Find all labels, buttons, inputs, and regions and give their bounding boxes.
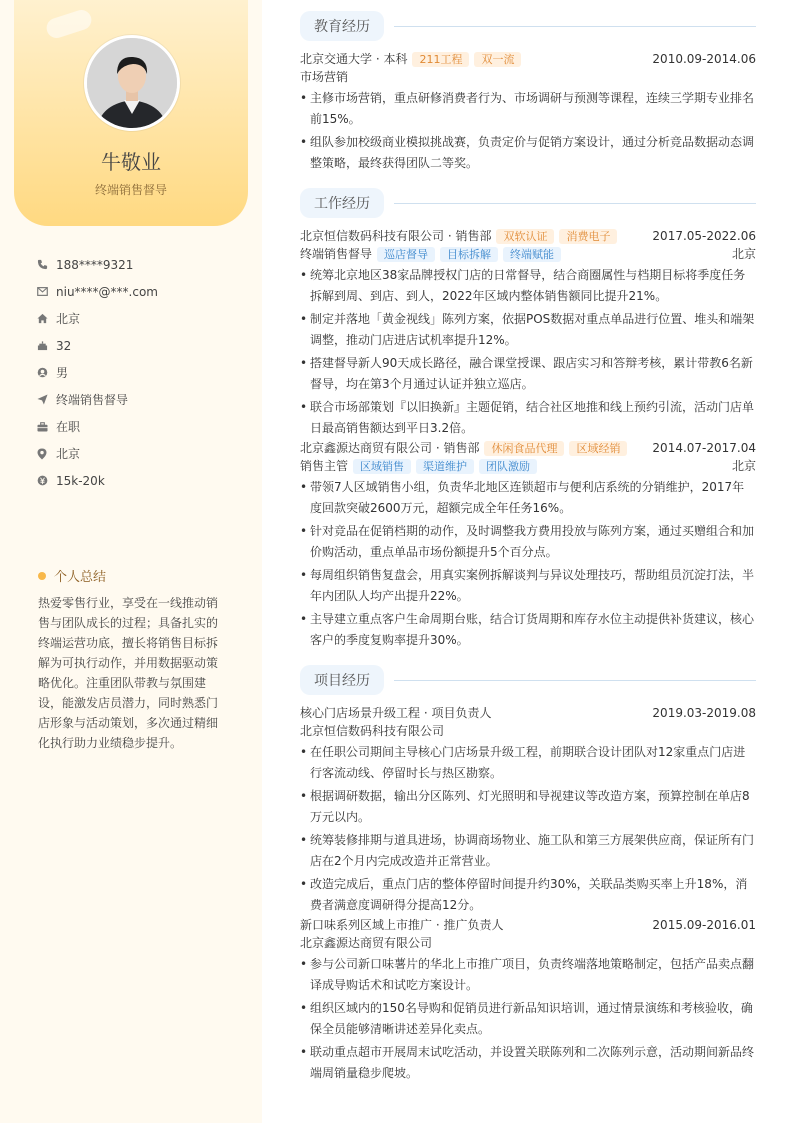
send-icon bbox=[36, 394, 48, 406]
skill-tag: 巡店督导 bbox=[377, 247, 435, 262]
project-header-row bbox=[300, 704, 756, 722]
phone-text: 188****9321 bbox=[56, 257, 134, 272]
info-row-target-job bbox=[36, 386, 246, 413]
project-header-row bbox=[300, 916, 756, 934]
salary-text: 15k-20k bbox=[56, 473, 105, 488]
position-title: 销售主管 bbox=[300, 459, 349, 473]
section-title: 工作经历 bbox=[300, 188, 384, 218]
list-item: • 搭建督导新人90天成长路径，融合课堂授课、跟店实习和答辩考核，累计带教6名新督导，均在第3个月通过认证并独立巡店。 bbox=[300, 353, 756, 394]
project-entry bbox=[300, 704, 756, 918]
skill-tag: 团队激励 bbox=[479, 459, 537, 474]
school-name: 北京交通大学 · 本科 bbox=[300, 52, 408, 66]
avatar-photo-icon bbox=[87, 38, 177, 128]
info-row-salary bbox=[36, 467, 246, 494]
briefcase-icon bbox=[36, 421, 48, 433]
age-text: 32 bbox=[56, 338, 72, 353]
bullet-list bbox=[300, 88, 756, 173]
list-item: • 主导建立重点客户生命周期台账，结合订货周期和库存水位主动提供补货建议，核心客户的季度复购率提升30%。 bbox=[300, 609, 756, 650]
contact-info-list bbox=[36, 251, 246, 494]
date-range: 2017.05-2022.06 bbox=[652, 229, 756, 243]
cake-icon bbox=[36, 340, 48, 352]
bullet-list bbox=[300, 742, 756, 915]
bullet-list bbox=[300, 477, 756, 650]
phone-icon bbox=[36, 259, 48, 271]
summary-dot-icon bbox=[38, 572, 46, 580]
decorative-shape bbox=[44, 7, 94, 40]
tag: 211工程 bbox=[412, 52, 469, 67]
section-work-header bbox=[300, 188, 756, 218]
profile-name: 牛敬业 bbox=[101, 150, 161, 174]
tag: 区域经销 bbox=[569, 441, 627, 456]
divider bbox=[394, 203, 756, 204]
list-item: • 联动重点超市开展周末试吃活动，并设置关联陈列和二次陈列示意，活动期间新品终端周销量稳步爬坡。 bbox=[300, 1042, 756, 1083]
location-pin-icon bbox=[36, 448, 48, 460]
company-row bbox=[300, 227, 756, 245]
sidebar bbox=[0, 0, 262, 1123]
work-entry bbox=[300, 227, 756, 441]
skill-tag: 渠道维护 bbox=[416, 459, 474, 474]
summary-text: 热爱零售行业，享受在一线推动销售与团队成长的过程；具备扎实的终端运营功底，擅长将销售目标拆解为可执行动作，并用数据驱动策略优化。注重团队带教与氛围建设，能激发店员潜力，同时熟悉门店形象与活动策划，多次通过精细化执行助力业绩稳步提升。 bbox=[38, 596, 219, 750]
list-item: • 组织区域内的150名导购和促销员进行新品知识培训，通过情景演练和考核验收，确保全员能够清晰讲述差异化卖点。 bbox=[300, 998, 756, 1039]
date-range: 2015.09-2016.01 bbox=[652, 918, 756, 932]
mail-icon bbox=[36, 286, 48, 298]
summary-heading bbox=[38, 566, 106, 585]
company-name: 北京鑫源达商贸有限公司 · 销售部 bbox=[300, 441, 480, 455]
work-entry bbox=[300, 439, 756, 653]
bullet-list bbox=[300, 954, 756, 1083]
city: 北京 bbox=[731, 459, 756, 473]
section-project-header bbox=[300, 665, 756, 695]
list-item: • 统筹北京地区38家品牌授权门店的日常督导，结合商圈属性与档期目标将季度任务拆解到周、到店、到人，2022年区域内整体销售额同比提升21%。 bbox=[300, 265, 756, 306]
project-name: 新口味系列区域上市推广 · 推广负责人 bbox=[300, 918, 504, 932]
hometown-text: 北京 bbox=[56, 312, 81, 326]
date-range: 2014.07-2017.04 bbox=[652, 441, 756, 455]
target-job-text: 终端销售督导 bbox=[56, 393, 129, 407]
skill-tag: 目标拆解 bbox=[440, 247, 498, 262]
date-range: 2010.09-2014.06 bbox=[652, 52, 756, 66]
avatar bbox=[84, 35, 180, 131]
list-item: • 在任职公司期间主导核心门店场景升级工程，前期联合设计团队对12家重点门店进行客流动线、停留时长与热区勘察。 bbox=[300, 742, 756, 783]
list-item: • 组队参加校级商业模拟挑战赛，负责定价与促销方案设计，通过分析竞品数据动态调整策略，最终获得团队二等奖。 bbox=[300, 132, 756, 173]
profile-title: 终端销售督导 bbox=[94, 183, 167, 197]
section-title: 项目经历 bbox=[300, 665, 384, 695]
company-name: 北京恒信数码科技有限公司 · 销售部 bbox=[300, 229, 492, 243]
gender-text: 男 bbox=[56, 366, 69, 380]
company-row bbox=[300, 439, 756, 457]
list-item: • 参与公司新口味薯片的华北上市推广项目，负责终端落地策略制定，包括产品卖点翻译成导购话术和试吃方案设计。 bbox=[300, 954, 756, 995]
project-company: 北京鑫源达商贸有限公司 bbox=[300, 936, 433, 950]
city: 北京 bbox=[731, 247, 756, 261]
date-range: 2019.03-2019.08 bbox=[652, 706, 756, 720]
email-text: niu****@***.com bbox=[56, 284, 158, 299]
project-company: 北京恒信数码科技有限公司 bbox=[300, 724, 445, 738]
section-education-header bbox=[300, 11, 756, 41]
skill-tag: 区域销售 bbox=[353, 459, 411, 474]
tag: 消费电子 bbox=[559, 229, 617, 244]
major-row bbox=[300, 68, 756, 86]
info-row-location bbox=[36, 440, 246, 467]
tag: 休闲食品代理 bbox=[484, 441, 564, 456]
position-row bbox=[300, 245, 756, 263]
project-name: 核心门店场景升级工程 · 项目负责人 bbox=[300, 706, 492, 720]
position-row bbox=[300, 457, 756, 475]
tag: 双一流 bbox=[474, 52, 521, 67]
list-item: • 每周组织销售复盘会，用真实案例拆解谈判与异议处理技巧，帮助组员沉淀打法，半年内团队人均产出提升22%。 bbox=[300, 565, 756, 606]
salary-icon bbox=[36, 475, 48, 487]
education-header-row bbox=[300, 50, 756, 68]
project-company-row bbox=[300, 722, 756, 740]
list-item: • 制定并落地「黄金视线」陈列方案，依据POS数据对重点单品进行位置、堆头和端架调整，推动门店进店试机率提升12%。 bbox=[300, 309, 756, 350]
divider bbox=[394, 26, 756, 27]
info-row-hometown bbox=[36, 305, 246, 332]
list-item: • 统筹装修排期与道具进场，协调商场物业、施工队和第三方展架供应商，保证所有门店在2个月内完成改造并正常营业。 bbox=[300, 830, 756, 871]
info-row-gender bbox=[36, 359, 246, 386]
summary-title: 个人总结 bbox=[54, 570, 107, 585]
project-entry bbox=[300, 916, 756, 1086]
list-item: • 主修市场营销，重点研修消费者行为、市场调研与预测等课程，连续三学期专业排名前15%。 bbox=[300, 88, 756, 129]
list-item: • 带领7人区域销售小组，负责华北地区连锁超市与便利店系统的分销维护，2017年度回款突破2600万元，超额完成全年任务16%。 bbox=[300, 477, 756, 518]
list-item: • 针对竞品在促销档期的动作，及时调整我方费用投放与陈列方案，通过买赠组合和加价购活动，重点单品市场份额提升5个百分点。 bbox=[300, 521, 756, 562]
info-row-status bbox=[36, 413, 246, 440]
list-item: • 改造完成后，重点门店的整体停留时间提升约30%，关联品类购买率上升18%，消费者满意度调研得分提高12分。 bbox=[300, 874, 756, 915]
location-text: 北京 bbox=[56, 447, 81, 461]
tag: 双软认证 bbox=[496, 229, 554, 244]
list-item: • 联合市场部策划『以旧换新』主题促销，结合社区地推和线上预约引流，活动门店单日最高销售额达到平日3.2倍。 bbox=[300, 397, 756, 438]
education-entry bbox=[300, 50, 756, 176]
major: 市场营销 bbox=[300, 70, 349, 84]
bullet-list bbox=[300, 265, 756, 438]
info-row-age bbox=[36, 332, 246, 359]
status-text: 在职 bbox=[56, 420, 81, 434]
project-company-row bbox=[300, 934, 756, 952]
divider bbox=[394, 680, 756, 681]
home-icon bbox=[36, 313, 48, 325]
section-title: 教育经历 bbox=[300, 11, 384, 41]
info-row-email bbox=[36, 278, 246, 305]
skill-tag: 终端赋能 bbox=[503, 247, 561, 262]
list-item: • 根据调研数据，输出分区陈列、灯光照明和导视建议等改造方案，预算控制在单店8万元以内。 bbox=[300, 786, 756, 827]
info-row-phone bbox=[36, 251, 246, 278]
gender-icon bbox=[36, 367, 48, 379]
position-title: 终端销售督导 bbox=[300, 247, 373, 261]
